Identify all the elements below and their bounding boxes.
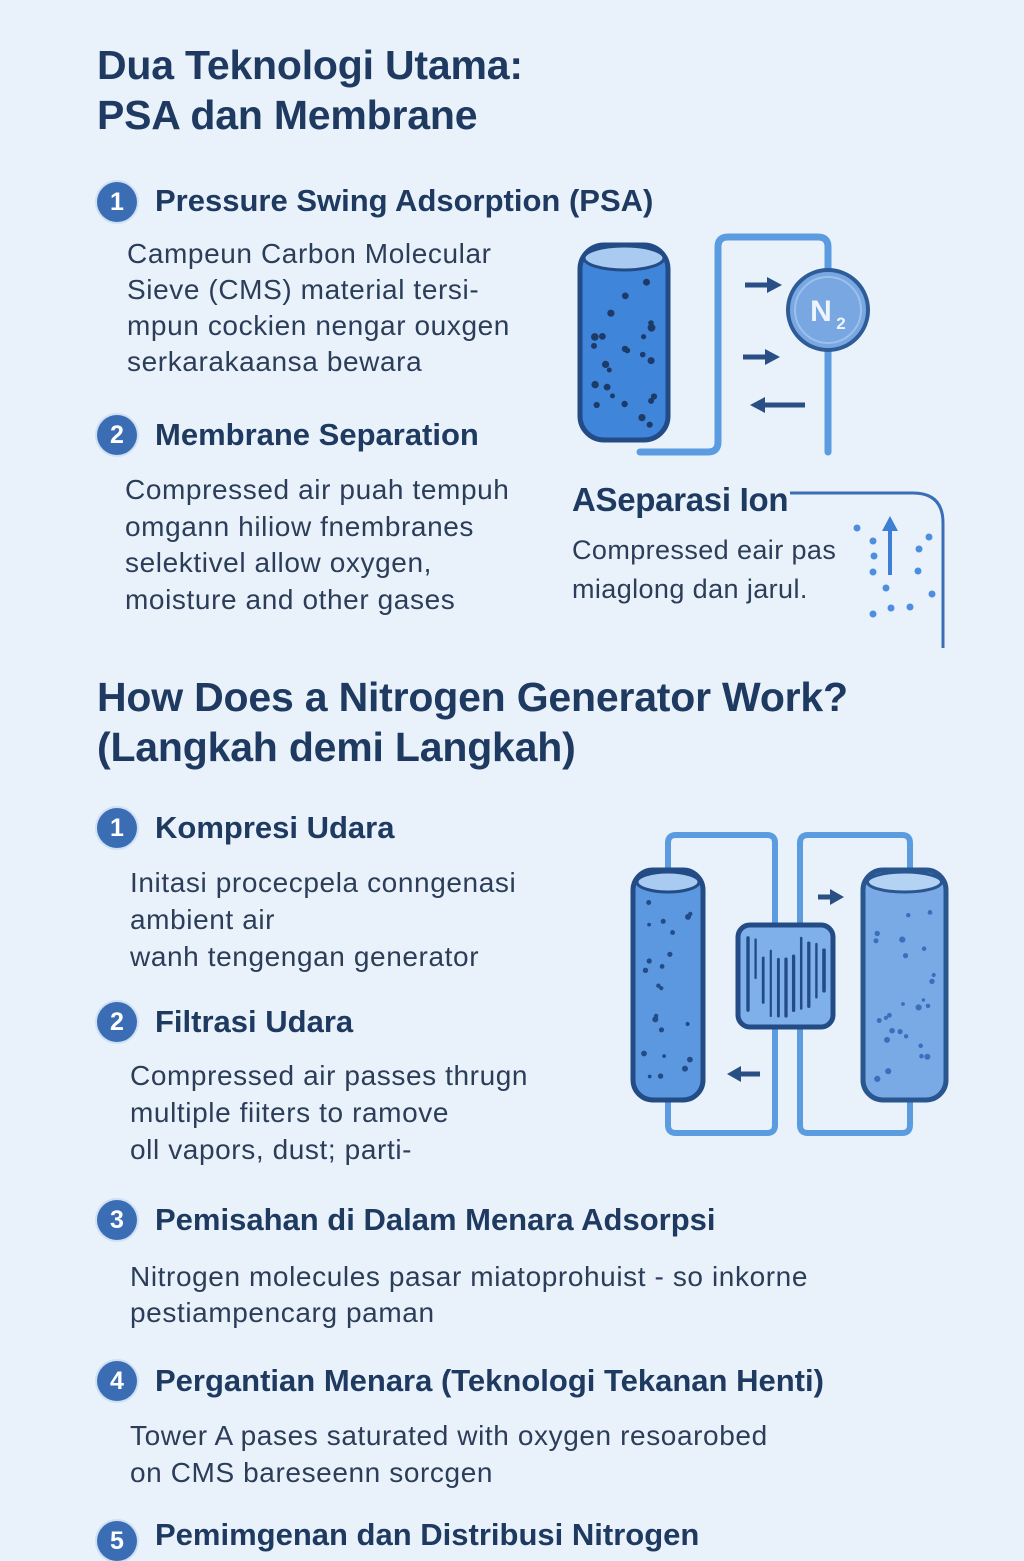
section-title-steps <box>97 672 848 772</box>
flow-arrow-right-icon <box>743 349 780 365</box>
description-line: Tower A pases saturated with oxygen resoarobed <box>130 1420 768 1451</box>
particle-dot <box>903 953 908 958</box>
particle-dot <box>874 938 879 943</box>
description-line: oll vapors, dust; parti- <box>130 1134 413 1165</box>
particle-dot <box>654 1014 658 1018</box>
adsorption-tower-icon <box>580 245 668 440</box>
step-number-badge: 3 <box>97 1200 137 1240</box>
description-line: Compressed eair pas <box>572 535 837 565</box>
particle-dot <box>591 343 597 349</box>
tower-body <box>863 870 946 1100</box>
description-line: serkarakaansa bewara <box>127 346 423 377</box>
step-heading: Filtrasi Udara <box>155 1004 354 1039</box>
particle-dot <box>877 1018 882 1023</box>
particle-dot <box>870 569 877 576</box>
particle-dot <box>888 605 895 612</box>
step-description <box>130 1417 768 1491</box>
particle-dot <box>670 930 675 935</box>
particle-dot <box>901 1002 905 1006</box>
particle-dot <box>604 384 611 391</box>
particle-dot <box>622 293 629 300</box>
step-number-badge: 4 <box>97 1361 137 1401</box>
particle-dot <box>610 393 615 398</box>
particle-dot <box>924 1054 930 1060</box>
step-number-badge: 2 <box>97 415 137 455</box>
particle-dot <box>648 357 655 364</box>
title-line: PSA dan Membrane <box>97 92 478 138</box>
tower-top <box>584 246 664 270</box>
description-line: Campeun Carbon Molecular <box>127 238 492 269</box>
flow-arrow-right-icon <box>745 277 782 293</box>
particle-dot <box>688 912 692 916</box>
particle-dot <box>687 1057 693 1063</box>
description-line: Compressed air passes thrugn <box>130 1060 529 1091</box>
description-line: wanh tengengan generator <box>130 941 480 972</box>
particle-dot <box>621 401 627 407</box>
particle-dot <box>658 1073 663 1078</box>
tower-body <box>633 870 703 1100</box>
particle-dot <box>659 1027 664 1032</box>
item-heading-membrane: Membrane Separation <box>155 417 479 452</box>
particle-dot <box>915 568 922 575</box>
description-line: moisture and other gases <box>125 584 456 616</box>
nitrogen-badge-icon <box>788 270 868 350</box>
particle-dot <box>922 946 927 951</box>
particle-dot <box>922 998 926 1002</box>
particle-dot <box>594 402 600 408</box>
arrow-head <box>765 349 780 365</box>
particle-dot <box>907 604 914 611</box>
twin-tower-illustration <box>620 820 960 1150</box>
description-line: selektivel allow oxygen, <box>125 547 432 579</box>
particle-dot <box>883 585 890 592</box>
gas-label: N <box>810 295 832 328</box>
particle-dot <box>918 1044 923 1049</box>
description-line: multiple fiiters to ramove <box>130 1097 450 1128</box>
tower-top <box>637 872 699 892</box>
particle-dot <box>624 348 630 354</box>
description-line: Compressed air puah tempuh <box>125 474 510 505</box>
item-heading-psa: Pressure Swing Adsorption (PSA) <box>155 183 654 218</box>
particle-dot <box>643 279 650 286</box>
filter-module-icon <box>738 925 833 1027</box>
step-heading: Pemisahan di Dalam Menara Adsorpsi <box>155 1202 716 1237</box>
step-number-badge: 1 <box>97 182 137 222</box>
arrow-head <box>727 1066 741 1082</box>
particle-dot <box>889 1028 895 1034</box>
particle-dot <box>647 923 651 927</box>
tower-body <box>580 245 668 440</box>
title-line: Dua Teknologi Utama: <box>97 42 523 88</box>
particle-dot <box>874 1076 880 1082</box>
section-title-technologies <box>97 40 523 140</box>
step-row-cropped <box>0 1516 1024 1555</box>
step-heading: Kompresi Udara <box>155 810 395 845</box>
particle-dot <box>926 534 933 541</box>
item-description-membrane <box>125 472 509 619</box>
step-description <box>130 864 516 975</box>
description-line: on CMS bareseenn sorcgen <box>130 1457 494 1488</box>
particle-dot <box>647 958 652 963</box>
particle-dot <box>686 1022 690 1026</box>
particle-dot <box>929 591 936 598</box>
particle-dot <box>885 1068 891 1074</box>
particle-dot <box>599 333 606 340</box>
particle-dot <box>682 1066 688 1072</box>
step-number-badge: 5 <box>97 1521 137 1561</box>
arrow-head <box>830 889 844 905</box>
step-description <box>130 1057 528 1168</box>
particle-dot <box>660 964 665 969</box>
description-line: Initasi procecpela conngenasi <box>130 867 517 898</box>
description-line: Nitrogen molecules pasar miatoprohuist - so inkorne <box>130 1261 809 1292</box>
item-description-psa <box>127 236 510 380</box>
step-number-badge: 2 <box>97 1002 137 1042</box>
gas-subscript: 2 <box>836 314 846 333</box>
particle-dot <box>870 611 877 618</box>
description-line: pestiampencarg paman <box>130 1297 435 1328</box>
description-line: mpun cockien nengar ouxgen <box>127 310 510 341</box>
particle-dot <box>906 913 910 917</box>
description-line: omgann hiliow fnembranes <box>125 510 475 542</box>
particle-dot <box>647 422 653 428</box>
description-line: miaglong dan jarul. <box>572 574 808 604</box>
particle-dot <box>898 1029 903 1034</box>
particle-dot <box>932 973 936 977</box>
particle-dot <box>648 320 654 326</box>
particle-dot <box>871 553 878 560</box>
particle-dot <box>928 910 933 915</box>
particle-dot <box>854 525 861 532</box>
description-line: ambient air <box>130 904 276 935</box>
particle-dot <box>870 538 877 545</box>
particle-dot <box>919 1054 924 1059</box>
step-heading: Pergantian Menara (Teknologi Tekanan Henti) <box>155 1363 824 1398</box>
particle-dot <box>641 1051 647 1057</box>
particle-dot <box>661 919 666 924</box>
particle-dot <box>667 952 672 957</box>
particle-dot <box>607 310 614 317</box>
step-number-badge: 1 <box>97 808 137 848</box>
particle-dot <box>916 1005 921 1010</box>
particle-dot <box>641 334 646 339</box>
flow-arrow-left-icon <box>727 1066 760 1082</box>
particle-cloud-icon <box>854 516 936 618</box>
particle-dot <box>591 333 599 341</box>
particle-dot <box>926 1004 931 1009</box>
particle-dot <box>662 1054 666 1058</box>
flow-arrow-left-icon <box>750 397 805 413</box>
step-description <box>130 1259 808 1331</box>
particle-dot <box>591 381 598 388</box>
adsorption-tower-a-icon <box>633 870 703 1100</box>
particle-dot <box>646 900 651 905</box>
particle-dot <box>929 979 934 984</box>
particle-dot <box>643 968 648 973</box>
title-line: How Does a Nitrogen Generator Work? <box>97 674 848 720</box>
tower-top <box>868 872 942 892</box>
particle-dot <box>899 937 905 943</box>
particle-dot <box>648 398 654 404</box>
particle-dot <box>904 1034 908 1038</box>
description-line: Sieve (CMS) material tersi- <box>127 274 480 305</box>
particle-dot <box>916 546 923 553</box>
particle-dot <box>638 414 645 421</box>
particle-dot <box>884 1016 888 1020</box>
title-line: (Langkah demi Langkah) <box>97 724 576 770</box>
particle-dot <box>884 1037 890 1043</box>
side-note-title: ASeparasi Ion <box>572 481 789 518</box>
particle-dot <box>648 1075 652 1079</box>
particle-dot <box>640 352 646 358</box>
adsorption-tower-b-icon <box>863 870 946 1100</box>
particle-dot <box>602 361 609 368</box>
step-heading: Pemimgenan dan Distribusi Nitrogen <box>155 1517 700 1552</box>
arrow-head <box>750 397 765 413</box>
flow-arrow-right-icon <box>818 889 844 905</box>
arrow-head <box>882 516 898 531</box>
particle-dot <box>607 368 612 373</box>
side-note-description <box>572 531 836 609</box>
particle-dot <box>659 986 663 990</box>
arrow-head <box>767 277 782 293</box>
particle-dot <box>875 931 880 936</box>
